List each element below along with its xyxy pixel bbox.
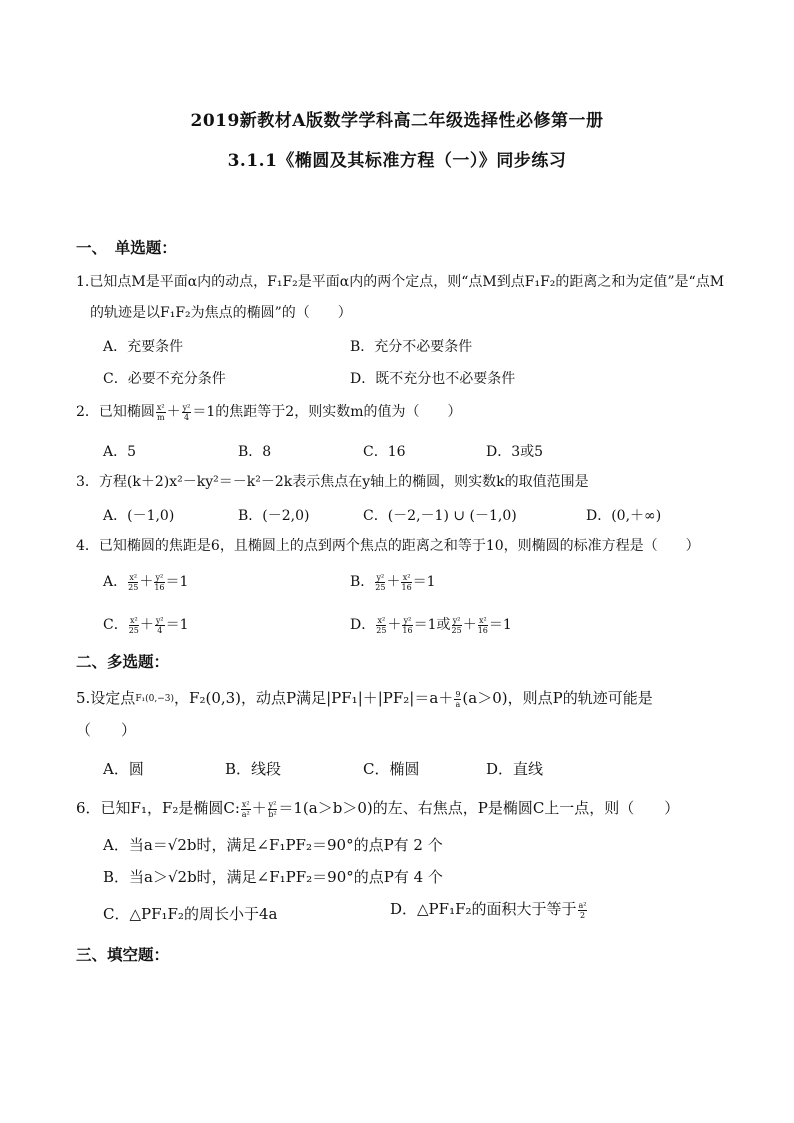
q5-option-b: B．线段	[225, 760, 282, 778]
fraction-y2-4: $\frac{\text{y²}}{4}$	[182, 402, 191, 422]
q4-d-label: D．	[350, 617, 376, 633]
q6-option-b: B．当a＞√2b时，满足∠F₁PF₂＝90°的点P有 4 个	[103, 868, 443, 886]
question-3: 3．方程(k＋2)x²－ky²＝－k²－2k表示焦点在y轴上的椭圆，则实数k的取值范围是	[76, 474, 589, 490]
q5-option-a: A．圆	[103, 760, 144, 778]
q1-option-b: B．充分不必要条件	[350, 339, 473, 355]
q4-or: 或	[436, 617, 451, 633]
q4-option-b: B． $\frac{\text{y²}}{25}$ ＋ $\frac{\text{x²}}{16}$ ＝1	[350, 572, 436, 592]
q2-option-d: D．3或5	[486, 444, 544, 460]
q1-option-a: A．充要条件	[103, 339, 184, 355]
q5-mid: ，F₂(0,3)，动点P满足|PF₁|＋|PF₂|＝a＋	[174, 689, 454, 707]
q2-suffix: ＝1的焦距等于2，则实数m的值为（ ）	[192, 404, 462, 420]
question-6: 6．已知F₁，F₂是椭圆C: $\frac{\text{x²}}{\text{a²}}$ ＋ $\frac{\text{y²}}{\text{b²}}$ ＝1(a＞b＞0)的左、右焦点，P是椭圆C上一点，则（ ）	[76, 799, 680, 819]
document-title: 2019新教材A版数学学科高二年级选择性必修第一册	[190, 111, 604, 131]
q1-option-d: D．既不充分也不必要条件	[350, 371, 516, 387]
q6-suffix: ＝1(a＞b＞0)的左、右焦点，P是椭圆C上一点，则（ ）	[278, 799, 680, 817]
section-multi-choice: 二、多选题：	[76, 652, 170, 671]
q2-option-b: B．8	[238, 444, 272, 460]
q5-f1: F₁(0,−3)	[135, 694, 175, 704]
q2-option-a: A．5	[103, 444, 137, 460]
q6-option-a: A．当a＝√2b时，满足∠F₁PF₂＝90°的点P有 2 个	[103, 836, 443, 854]
q3-option-a: A．(－1,0)	[103, 508, 175, 524]
document-subtitle: 3.1.1《椭圆及其标准方程（一）》同步练习	[227, 151, 567, 171]
q6-d-label: D．△PF₁F₂的面积大于等于	[390, 900, 577, 918]
q4-b-label: B．	[350, 574, 375, 590]
question-1-line2: 的轨迹是以F₁F₂为焦点的椭圆”的（ ）	[90, 305, 352, 321]
q3-option-b: B．(－2,0)	[238, 508, 310, 524]
q2-option-c: C．16	[363, 444, 406, 460]
q4-option-c: C． $\frac{\text{x²}}{25}$ ＋ $\frac{\text{y²}}{4}$ ＝1	[103, 615, 189, 635]
q6-option-c: C．△PF₁F₂的周长小于4a	[103, 905, 278, 923]
q6-option-d: D．△PF₁F₂的面积大于等于 $\frac{\text{a²}}{2}$	[390, 900, 587, 920]
q5-prefix: 5.设定点	[76, 689, 136, 707]
fraction-x2-m: $\frac{\text{x²}}{m}$	[156, 402, 165, 422]
q5-option-d: D．直线	[486, 760, 544, 778]
q4-a-label: A．	[103, 574, 128, 590]
q6-prefix: 6．已知F₁，F₂是椭圆C:	[76, 799, 240, 817]
q4-c-label: C．	[103, 617, 128, 633]
q5-suffix: (a＞0)，则点P的轨迹可能是	[462, 689, 653, 707]
q1-option-c: C．必要不充分条件	[103, 371, 226, 387]
section-fill-in: 三、填空题：	[76, 945, 170, 964]
q3-option-c: C．(－2,－1) ∪ (－1,0)	[363, 508, 517, 524]
q3-option-d: D．(0,＋∞)	[586, 508, 662, 524]
question-5-line2: （ ）	[76, 721, 137, 739]
question-2: 2．已知椭圆 $\frac{\text{x²}}{m}$ ＋ $\frac{\text{y²}}{4}$ ＝1的焦距等于2，则实数m的值为（ ）	[76, 402, 462, 422]
q2-prefix: 2．已知椭圆	[76, 404, 155, 420]
section-single-choice: 一、 单选题：	[76, 238, 177, 257]
question-5: 5.设定点F₁(0,−3)，F₂(0,3)，动点P满足|PF₁|＋|PF₂|＝a＋ $\frac{9}{a}$ (a＞0)，则点P的轨迹可能是	[76, 689, 653, 709]
question-1-line1: 1.已知点M是平面α内的动点，F₁F₂是平面α内的两个定点，则“点M到点F₁F₂的距离之和为定值”是“点M	[76, 274, 725, 290]
q4-option-d: D． $\frac{\text{x²}}{25}$ ＋ $\frac{\text{y²}}{16}$ ＝1或 $\frac{\text{y²}}{25}$ ＋ $\frac{\text{x²}}{16}$ ＝1	[350, 615, 512, 635]
q4-option-a: A． $\frac{\text{x²}}{25}$ ＋ $\frac{\text{y²}}{16}$ ＝1	[103, 572, 189, 592]
question-4: 4．已知椭圆的焦距是6，且椭圆上的点到两个焦点的距离之和等于10，则椭圆的标准方程是（ ）	[76, 538, 700, 554]
q5-option-c: C．椭圆	[363, 760, 420, 778]
